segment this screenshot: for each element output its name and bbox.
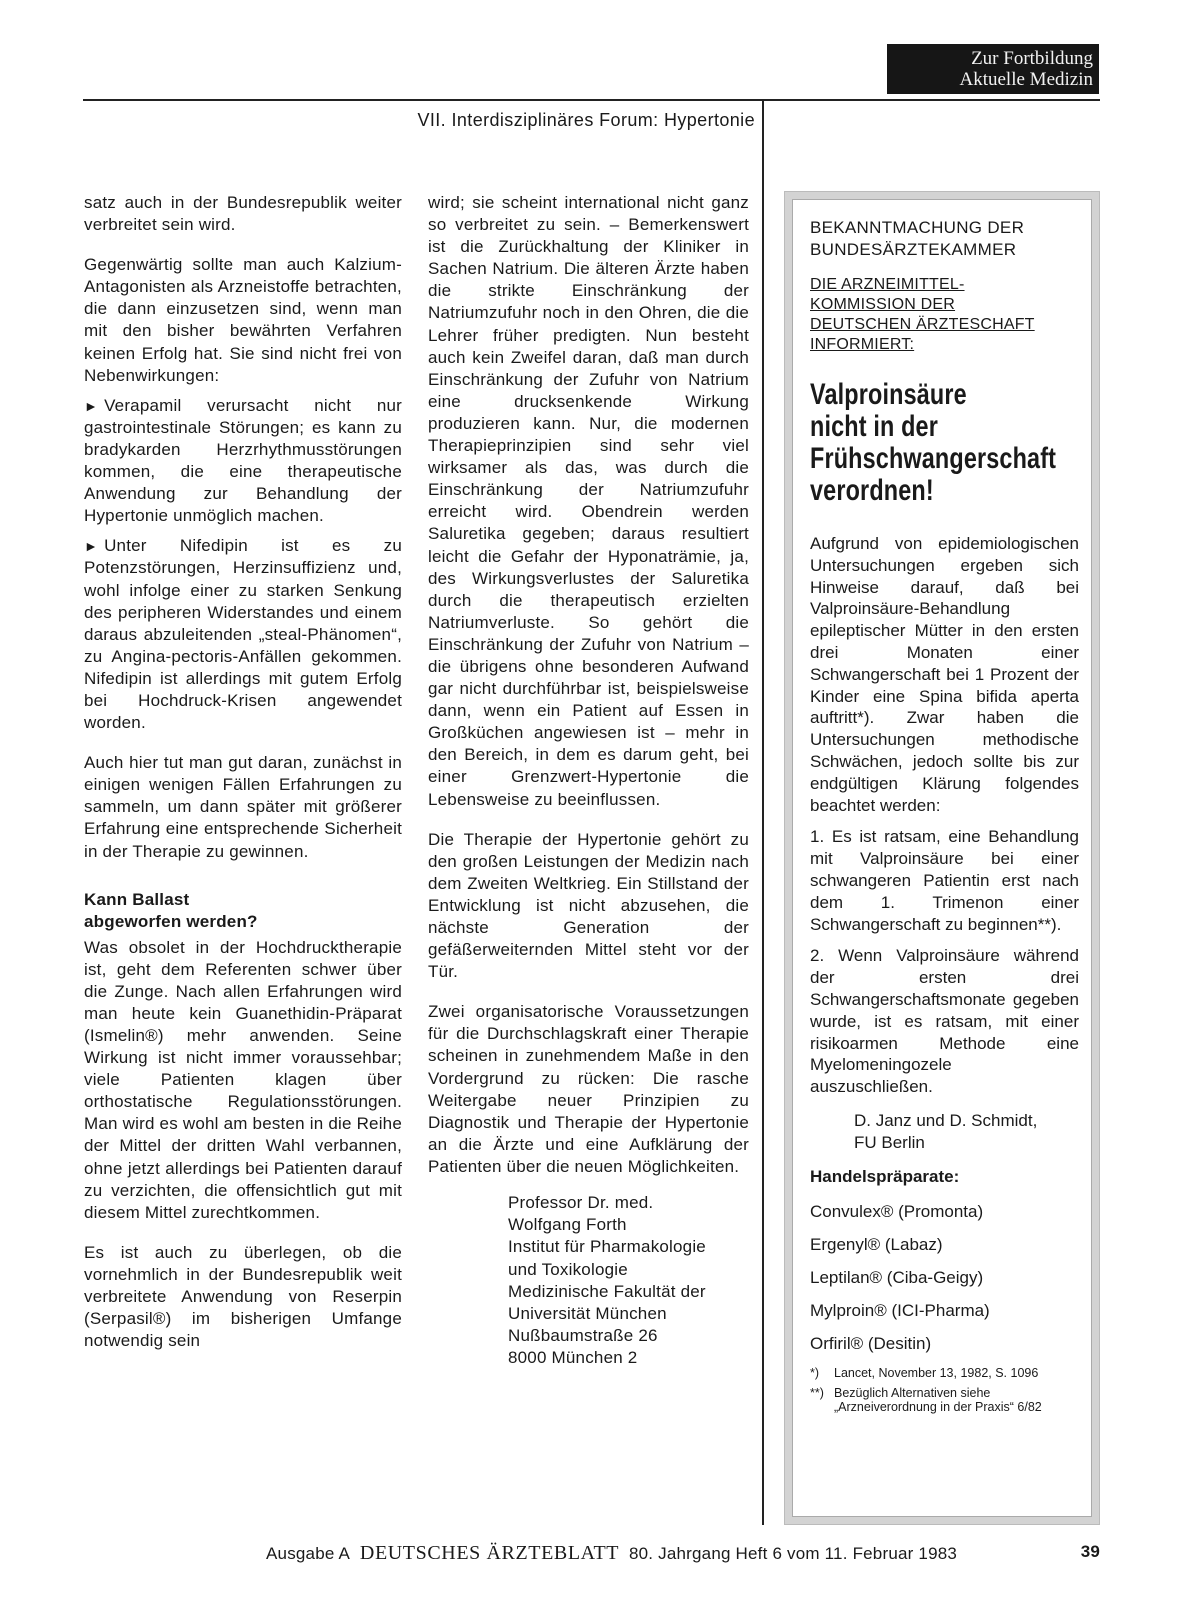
commission-line: INFORMIERT: [810, 336, 915, 353]
badge-line-1: Zur Fortbildung [971, 48, 1093, 69]
title-line: Frühschwangerschaft [810, 442, 1057, 475]
column-divider [762, 99, 764, 1525]
signature-line: Institut für Pharmakologie [508, 1237, 706, 1257]
signature-line: und Toxikologie [508, 1259, 628, 1279]
product-item: Ergenyl® (Labaz) [810, 1235, 943, 1255]
product-item: Leptilan® (Ciba-Geigy) [810, 1268, 984, 1288]
paragraph: 2. Wenn Valproinsäure während der ersten drei Schwangerschaftsmonate gegeben wurde, ist es ratsam, mit einer risikoarmen Methode eine Myelomeningozele auszuschließen. [810, 946, 1079, 1097]
header-rule [83, 99, 1100, 101]
section-badge [887, 44, 1099, 94]
issue-info: 80. Jahrgang Heft 6 vom 11. Februar 1983 [628, 1544, 958, 1563]
article-column-1 [84, 192, 402, 1352]
author-signature [508, 1192, 749, 1370]
announcement-heading [810, 217, 1079, 261]
products-heading: Handelspräparate: [810, 1166, 960, 1186]
commission-line: KOMMISSION DER [810, 296, 956, 313]
subheading-line-1: Kann Ballast [84, 889, 190, 909]
subheading-line-2: abgeworfen werden? [84, 911, 258, 931]
paragraph: Gegenwärtig sollte man auch Kalzium-Antagonisten als Arzneistoffe betrachten, die dann einzusetzen sind, wenn man mit den bisher bewährten Verfahren keinen Erfolg hat. Sie sind nicht frei von Nebenwirkungen: [84, 255, 402, 385]
edition-label: Ausgabe A [266, 1544, 351, 1563]
paragraph: 1. Es ist ratsam, eine Behandlung mit Valproinsäure bei einer schwangeren Patientin erst nach dem 1. Trimenon einer Schwangerschaft zu beginnen**). [810, 827, 1079, 934]
bullet-text: Unter Nifedipin ist es zu Potenzstörungen, Herzinsuffizienz und, wohl infolge einer zu starken Senkung des peripheren Widerstandes und einem daraus abzuleitenden „steal-Phänomen“, zu Angina-pectoris-Anfällen gekommen. Nifedipin ist allerdings mit gutem Erfolg bei Hochdruck-Krisen angewendet worden. [84, 536, 402, 733]
paragraph: Die Therapie der Hypertonie gehört zu den großen Leistungen der Medizin nach dem Zweiten Weltkrieg. Ein Stillstand der Entwicklung ist nicht abzusehen, die nächste Generation der gefäßerweiternden Mittel steht vor der Tür. [428, 829, 749, 982]
commission-heading [810, 275, 1079, 355]
announcement-heading-line-2: BUNDESÄRZTEKAMMER [810, 240, 1017, 259]
paragraph: Es ist auch zu überlegen, ob die vornehmlich in der Bundesrepublik weit verbreitete Anwendung von Reserpin (Serpasil®) im bisherigen Umfange notwendig sein [84, 1242, 402, 1351]
signature-line: Universität München [508, 1304, 667, 1324]
footnote-marker: **) [810, 1386, 824, 1401]
bullet-item [84, 535, 402, 734]
announcement-box [785, 192, 1099, 1524]
commission-line: DIE ARZNEIMITTEL- [810, 276, 965, 293]
title-line: nicht in der [810, 410, 938, 443]
signature-line: Medizinische Fakultät der [508, 1281, 706, 1301]
footnote-text: Bezüglich Alternativen siehe „Arzneiverordnung in der Praxis“ 6/82 [834, 1386, 1042, 1415]
announcement-title [810, 379, 1091, 507]
announcement-body [810, 533, 1079, 1414]
footnote-marker: *) [810, 1366, 820, 1381]
title-line: Valproinsäure [810, 378, 967, 411]
signature-line: 8000 München 2 [508, 1348, 638, 1368]
announcement-heading-line-1: BEKANNTMACHUNG DER [810, 218, 1025, 237]
footnote [810, 1366, 1079, 1380]
bullet-text: Verapamil verursacht nicht nur gastrointestinale Störungen; es kann zu bradykarden Herzrhythmusstörungen kommen, die eine therapeutische Anwendung zur Behandlung der Hypertonie unmöglich machen. [84, 395, 402, 526]
product-list [810, 1201, 1079, 1355]
article-column-2 [428, 192, 749, 1370]
authors-line: D. Janz und D. Schmidt, [854, 1110, 1038, 1130]
footnote-text: Lancet, November 13, 1982, S. 1096 [834, 1366, 1039, 1381]
section-title: VII. Interdisziplinäres Forum: Hypertonie [417, 110, 755, 130]
subheading [84, 889, 402, 933]
bullet-item [84, 395, 402, 528]
paragraph: Was obsolet in der Hochdrucktherapie ist, geht dem Referenten schwer über die Zunge. Nach allen Erfahrungen wird man heute kein Guanethidin-Präparat (Ismelin®) mehr anwenden. Seine Wirkung ist nicht immer voraussehbar; viele Patienten klagen über orthostatische Regulationsstörungen. Man wird es wohl am besten in die Reihe der Mittel der dritten Wahl verbannen, ohne jetzt allerdings bei Patienten darauf zu verzichten, die offensichtlich gut mit diesem Mittel zurechtkommen. [84, 937, 402, 1222]
bullet-arrow-icon: ► [84, 538, 99, 555]
authors-line: FU Berlin [854, 1132, 925, 1152]
title-line: verordnen! [810, 474, 934, 507]
signature-line: Wolfgang Forth [508, 1215, 627, 1235]
page-number: 39 [1080, 1542, 1100, 1561]
paragraph: satz auch in der Bundesrepublik weiter verbreitet sein wird. [84, 193, 402, 235]
paragraph: Zwei organisatorische Voraussetzungen für die Durchschlagskraft einer Therapie scheinen in zunehmendem Maße in den Vordergrund zu rücken: Die rasche Weitergabe neuer Prinzipien zu Diagnostik und Therapie der Hypertonie an die Ärzte und eine Aufklärung der Patienten über die neuen Möglichkeiten. [428, 1002, 749, 1176]
paragraph: wird; sie scheint international nicht ganz so verbreitet zu sein. – Bemerkenswert ist die Zurückhaltung der Kliniker in Sachen Natrium. Die älteren Ärzte haben die strikte Einschränkung der Natriumzufuhr noch in den Ohren, die die Lehrer früher predigten. Nun besteht auch kein Zweifel daran, daß man durch Einschränkung der Zufuhr von Natrium eine drucksenkende Wirkung produzieren kann. Nur, die modernen Therapieprinzipien sind sehr viel wirksamer als das, was durch die Einschränkung der Natriumzufuhr erreicht wird. Obendrein werden Saluretika gegeben; daraus resultiert leicht die Gefahr der Hyponaträmie, ja, des Wirkungsverlustes der Saluretika durch die therapeutisch erzielten Natriumverluste. So gehört die Einschränkung der Zufuhr von Natrium – die übrigens ohne besonderen Aufwand gar nicht durchführbar ist, beispielsweise dann, wenn ein Patient auf Essen in Großküchen angewiesen ist – mehr in den Bereich, in dem es darum geht, bei einer Grenzwert-Hypertonie die Lebensweise zu beeinflussen. [428, 193, 749, 809]
signature-line: Professor Dr. med. [508, 1193, 654, 1213]
product-item: Orfiril® (Desitin) [810, 1334, 932, 1354]
commission-line: DEUTSCHEN ÄRZTESCHAFT [810, 316, 1035, 333]
footnote [810, 1386, 1079, 1414]
product-item: Mylproin® (ICI-Pharma) [810, 1301, 990, 1321]
product-item: Convulex® (Promonta) [810, 1202, 984, 1222]
footnotes [810, 1366, 1079, 1414]
paragraph: Auch hier tut man gut daran, zunächst in einigen wenigen Fällen Erfahrungen zu sammeln, um dann später mit größerer Erfahrung eine entsprechende Sicherheit in der Therapie zu gewinnen. [84, 753, 402, 861]
paragraph: Aufgrund von epidemiologischen Untersuchungen ergeben sich Hinweise darauf, daß bei Valproinsäure-Behandlung epileptischer Mütter in den ersten drei Monaten einer Schwangerschaft bei 1 Prozent der Kinder eine Spina bifida aperta auftritt*). Zwar haben die Untersuchungen methodische Schwächen, jedoch sollte bis zur endgültigen Klärung folgendes beachtet werden: [810, 534, 1079, 815]
journal-masthead: DEUTSCHES ÄRZTEBLATT [359, 1542, 620, 1564]
badge-line-2: Aktuelle Medizin [959, 69, 1093, 90]
signature-line: Nußbaumstraße 26 [508, 1326, 658, 1346]
bullet-arrow-icon: ► [84, 397, 99, 414]
announcement-authors [810, 1110, 1079, 1154]
page-footer [266, 1542, 1100, 1565]
